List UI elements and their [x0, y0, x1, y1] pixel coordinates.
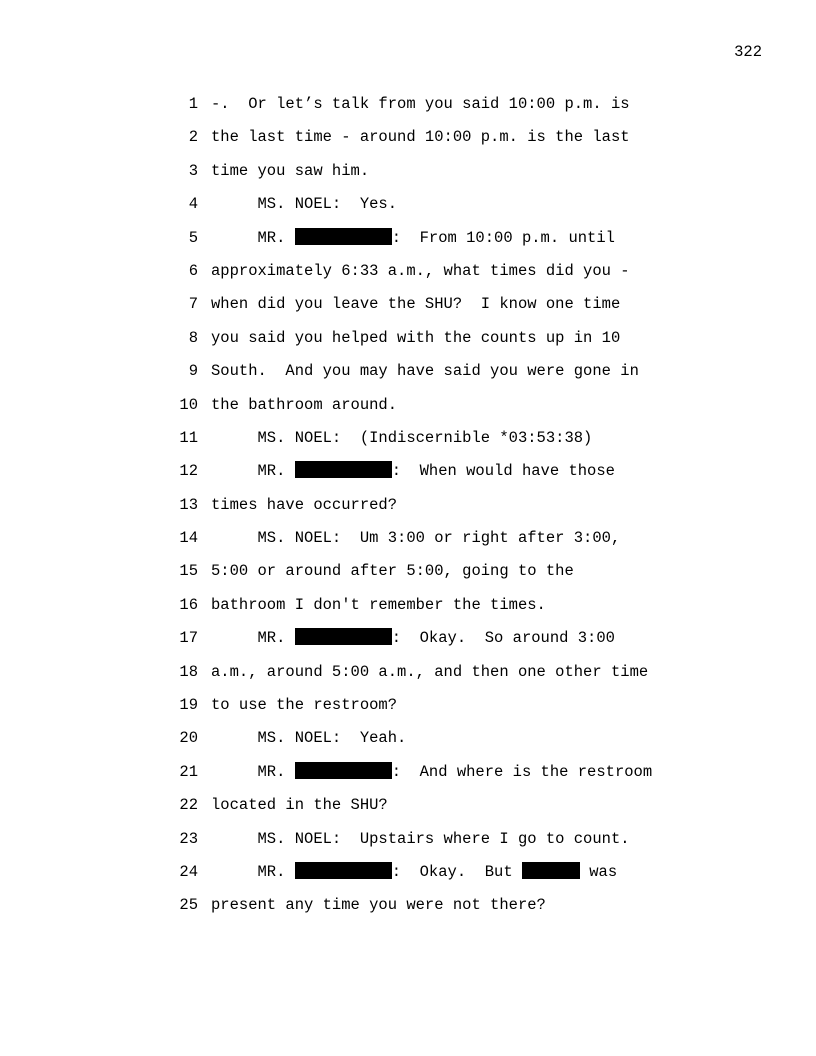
transcript-line [0, 760, 816, 793]
text-segment: located in the SHU? [211, 796, 388, 815]
text-segment: MS. NOEL: Yes. [211, 195, 398, 214]
line-number: 2 [188, 128, 198, 147]
text-segment: bathroom I don't remember the times. [211, 595, 546, 614]
text-segment: -. Or let’s talk from you said 10:00 p.m. is [211, 95, 630, 113]
text-segment: : From 10:00 p.m. until [391, 228, 615, 247]
text-segment: : Okay. But [391, 862, 522, 881]
transcript-line [0, 259, 816, 292]
transcript-line [0, 860, 816, 893]
line-number: 4 [188, 195, 198, 214]
line-text [211, 760, 652, 784]
transcript-line [0, 426, 816, 459]
text-segment: MS. NOEL: Yeah. [211, 729, 407, 748]
line-number: 14 [179, 529, 198, 548]
text-segment: MS. NOEL: Um 3:00 or right after 3:00, [211, 529, 621, 548]
line-text [211, 526, 620, 550]
text-segment: present any time you were not there? [211, 896, 546, 915]
text-segment: MR. [211, 462, 295, 481]
text-segment: MR. [211, 762, 295, 781]
text-segment: time you saw him. [211, 161, 370, 180]
text-segment: MS. NOEL: Upstairs where I go to count. [211, 829, 630, 848]
line-number: 8 [188, 328, 198, 347]
line-number: 17 [179, 629, 198, 648]
redaction-box [295, 461, 392, 478]
redaction-box [295, 862, 392, 879]
line-number: 5 [188, 228, 198, 247]
text-segment: South. And you may have said you were gone in [211, 362, 639, 381]
line-text [211, 192, 397, 216]
text-segment: : When would have those [391, 462, 615, 481]
line-text [211, 493, 397, 517]
transcript-line [0, 626, 816, 659]
line-number: 16 [179, 595, 198, 614]
text-segment: MR. [211, 862, 295, 881]
line-text [211, 893, 546, 917]
line-text [211, 860, 617, 884]
line-text [211, 793, 388, 817]
line-text [211, 125, 630, 149]
line-text [211, 326, 620, 350]
line-number: 21 [179, 762, 198, 781]
line-number: 1 [188, 95, 198, 113]
text-segment: MR. [211, 228, 295, 247]
line-text [211, 726, 406, 750]
text-segment: was [579, 862, 618, 881]
transcript-line [0, 359, 816, 392]
text-segment: : Okay. So around 3:00 [391, 629, 615, 648]
transcript-line [0, 593, 816, 626]
line-text [211, 259, 630, 283]
line-text [211, 693, 397, 717]
text-segment: the last time - around 10:00 p.m. is the last [211, 128, 630, 147]
redaction-box [295, 628, 392, 645]
redaction-box [522, 862, 580, 879]
transcript-line [0, 559, 816, 592]
line-text [211, 159, 369, 183]
transcript-line [0, 726, 816, 759]
transcript-line [0, 192, 816, 225]
line-number: 9 [188, 362, 198, 381]
transcript-line [0, 793, 816, 826]
line-text [211, 426, 592, 450]
redaction-box [295, 762, 392, 779]
transcript-line [0, 226, 816, 259]
line-text [211, 92, 630, 116]
line-number: 18 [179, 662, 198, 681]
line-number: 3 [188, 161, 198, 180]
line-number: 19 [179, 696, 198, 715]
line-number: 10 [179, 395, 198, 414]
line-number: 23 [179, 829, 198, 848]
transcript-line [0, 827, 816, 860]
line-number: 7 [188, 295, 198, 314]
transcript-line [0, 292, 816, 325]
line-text [211, 226, 615, 250]
transcript-line [0, 393, 816, 426]
transcript-line [0, 326, 816, 359]
text-segment: you said you helped with the counts up in 10 [211, 328, 621, 347]
line-text [211, 827, 630, 851]
text-segment: 5:00 or around after 5:00, going to the [211, 562, 574, 581]
transcript-line [0, 693, 816, 726]
line-number: 6 [188, 261, 198, 280]
line-text [211, 626, 615, 650]
text-segment: : And where is the restroom [391, 762, 653, 781]
line-text [211, 593, 546, 617]
line-number: 11 [179, 428, 198, 447]
line-text [211, 559, 574, 583]
transcript-body [0, 92, 816, 927]
transcript-line [0, 459, 816, 492]
text-segment: the bathroom around. [211, 395, 398, 414]
transcript-line [0, 660, 816, 693]
line-text [211, 393, 397, 417]
line-text [211, 459, 615, 483]
line-number: 24 [179, 862, 198, 881]
line-text [211, 359, 639, 383]
line-number: 15 [179, 562, 198, 581]
line-number: 20 [179, 729, 198, 748]
transcript-line [0, 893, 816, 926]
text-segment: MR. [211, 629, 295, 648]
transcript-line [0, 159, 816, 192]
text-segment: to use the restroom? [211, 696, 398, 715]
text-segment: MS. NOEL: (Indiscernible *03:53:38) [211, 428, 593, 447]
line-number: 12 [179, 462, 198, 481]
line-text [211, 660, 648, 684]
page-number: 322 [734, 43, 762, 61]
text-segment: when did you leave the SHU? I know one time [211, 295, 621, 314]
text-segment: a.m., around 5:00 a.m., and then one other time [211, 662, 649, 681]
line-number: 22 [179, 796, 198, 815]
redaction-box [295, 228, 392, 245]
text-segment: approximately 6:33 a.m., what times did you - [211, 261, 630, 280]
transcript-line [0, 92, 816, 125]
text-segment: times have occurred? [211, 495, 398, 514]
line-number: 13 [179, 495, 198, 514]
transcript-line [0, 526, 816, 559]
transcript-line [0, 125, 816, 158]
line-text [211, 292, 620, 316]
transcript-line [0, 493, 816, 526]
line-number: 25 [179, 896, 198, 915]
